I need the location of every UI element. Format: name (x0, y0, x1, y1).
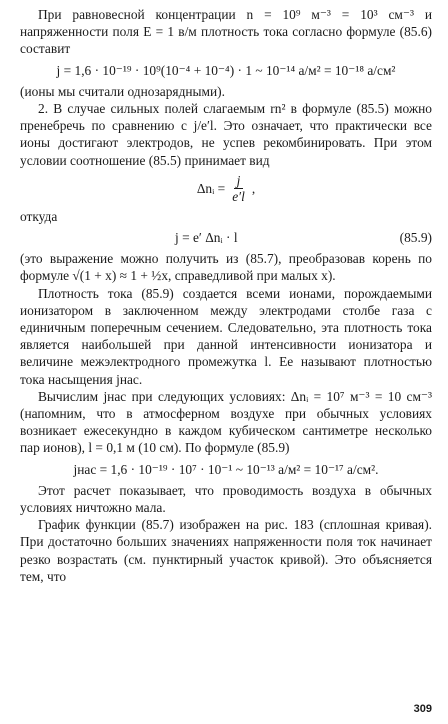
formula-85-9 (20, 229, 432, 246)
paragraph-saturation: Плотность тока (85.9) создается всеми ионами, порождаемыми ионизатором в заключенном между электродами столбе газа с единичным поперечным сечением. Следовательно, эта плотность тока является наибольшей при данной интенсивности ионизатора и величине межэлектродного промежутка l. Ее называют плотностью тока насыщения jнас. (20, 285, 432, 387)
fraction (229, 173, 248, 204)
formula-j-sat: jнас = 1,6 · 10⁻¹⁹ · 10⁷ · 10⁻¹ ~ 10⁻¹³ а/м² = 10⁻¹⁷ а/см². (73, 461, 379, 477)
paragraph-derivation: (это выражение можно получить из (85.7), преобразовав корень по формуле √(1 + x) ≈ 1 + ½x, справедливой при малых x). (20, 251, 432, 284)
formula-delta-n (20, 173, 432, 204)
paragraph-whence: откуда (20, 208, 58, 224)
formula-delta-n-tail: , (251, 180, 256, 196)
formula-current-density: j = 1,6 · 10⁻¹⁹ · 10⁹(10⁻⁴ + 10⁻⁴) · 1 ~ 10⁻¹⁴ а/м² = 10⁻¹⁸ а/см² (56, 62, 396, 78)
fraction-denominator: e′l (232, 188, 245, 204)
paragraph-conductivity: Этот расчет показывает, что проводимость воздуха в обычных условиях ничтожно мала. (20, 482, 432, 516)
paragraph-graph: График функции (85.7) изображен на рис. 183 (сплошная кривая). При достаточно больших значениях напряженности поля ток начинает резко возрастать (см. пунктирный участок кривой). Это объясняется тем, что (20, 517, 432, 584)
formula-delta-n-lhs: Δnᵢ = (196, 180, 226, 196)
fraction-numerator: j (234, 173, 244, 189)
paragraph-equilibrium: При равновесной концентрации n = 10⁹ м⁻³ = 10³ см⁻³ и напряженности поля E = 1 в/м плотность тока согласно формуле (85.6) составит (20, 7, 432, 57)
formula-85-9-body: j = e′ Δnᵢ · l (175, 230, 238, 246)
page-number: 309 (413, 702, 432, 715)
paragraph-calculation: Вычислим jнас при следующих условиях: Δnᵢ = 10⁷ м⁻³ = 10 см⁻³ (напомним, что в атмосферном воздухе при обычных условиях возникает ежесекундно в каждом кубическом сантиметре несколько пар ионов), l = 0,1 м (10 см). По формуле (85.9) (20, 388, 432, 456)
paragraph-ions-note: (ионы мы считали однозарядными). (20, 83, 225, 99)
formula-85-9-number: (85.9) (399, 230, 432, 246)
paragraph-strong-fields: 2. В случае сильных полей слагаемым rn² в формуле (85.5) можно пренебречь по сравнению с j/e′l. Это означает, что практически все ионы достигают электродов, не успев рекомбинировать. При этом условии соотношение (85.5) принимает вид (20, 101, 432, 168)
